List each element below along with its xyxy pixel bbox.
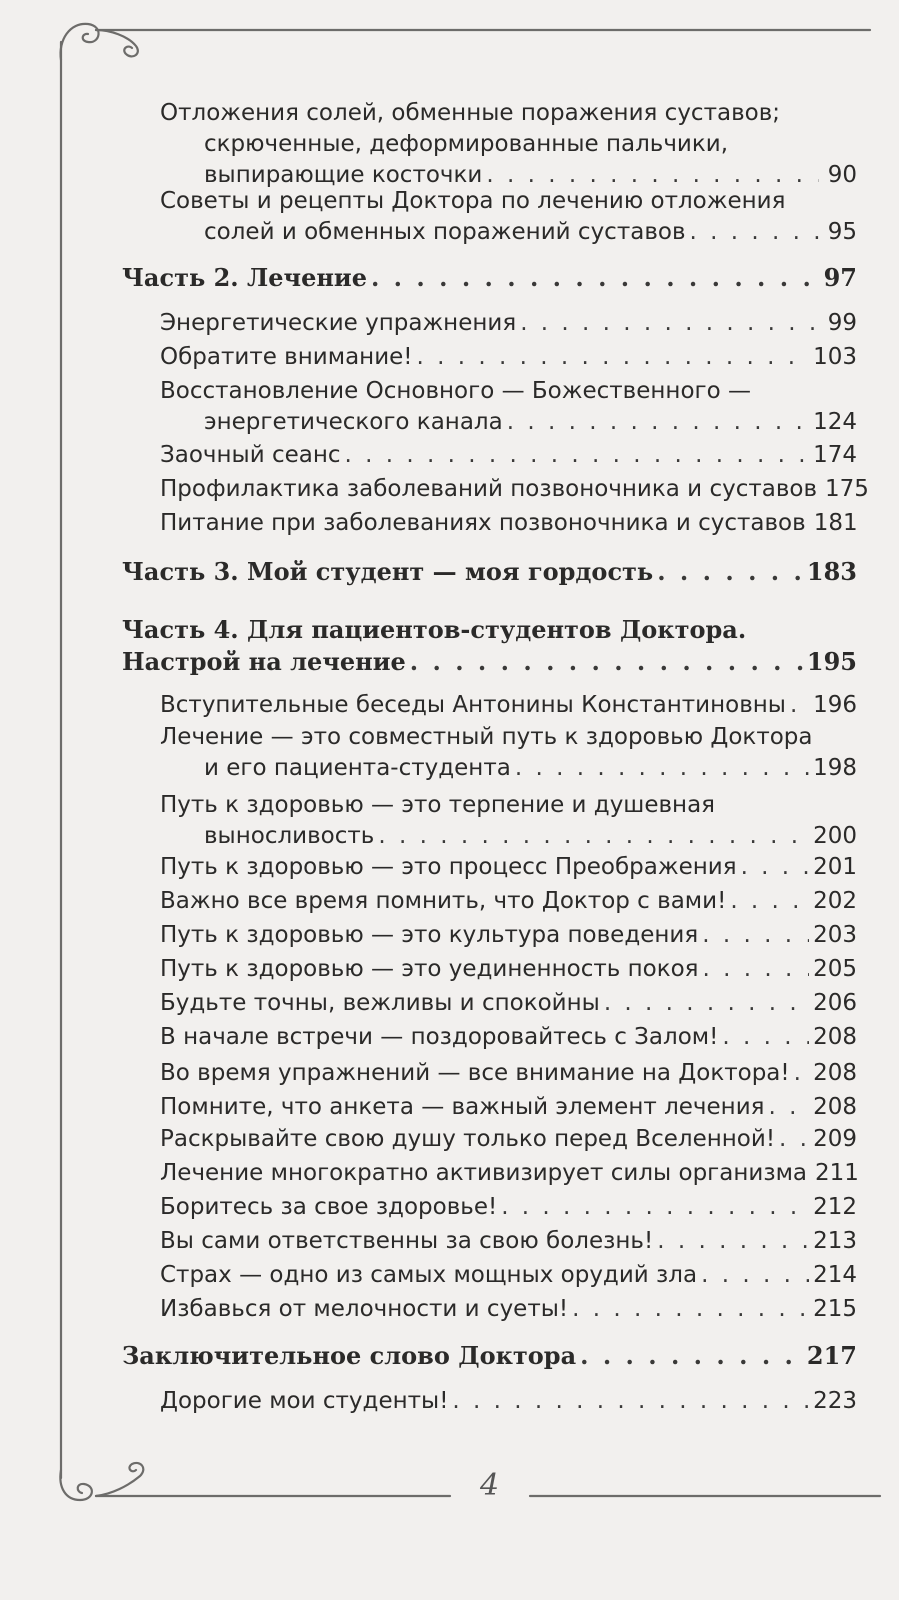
- toc-line: [160, 753, 857, 784]
- toc-page-number: 195: [806, 647, 857, 676]
- toc-page-number: 206: [813, 990, 857, 1016]
- dot-leader: [794, 1058, 809, 1089]
- toc-page-number: 200: [813, 823, 857, 849]
- dot-leader: [345, 440, 810, 471]
- toc-line: [160, 342, 857, 373]
- toc-title: выносливость: [204, 823, 375, 849]
- toc-title: Избавься от мелочности и суеты!: [160, 1296, 569, 1322]
- page-number: 4: [480, 1468, 500, 1503]
- toc-entry: [160, 690, 857, 721]
- toc-page-number: 196: [813, 692, 857, 718]
- toc-page-number: 181: [813, 510, 858, 536]
- toc-page-number: 97: [823, 263, 857, 292]
- toc-entry: [160, 852, 857, 883]
- toc-title: Часть 4. Для пациентов-студентов Доктора.: [122, 615, 747, 644]
- toc-entry: [160, 508, 857, 539]
- toc-entry: [160, 1158, 857, 1189]
- dot-leader: [452, 1386, 809, 1417]
- toc-title: солей и обменных поражений суставов: [204, 219, 686, 245]
- toc-title: Боритесь за свое здоровье!: [160, 1194, 498, 1220]
- dot-leader: [769, 1092, 810, 1123]
- toc-page-number: 90: [827, 162, 857, 188]
- toc-line: [160, 217, 857, 248]
- toc-page-number: 215: [813, 1296, 857, 1322]
- toc-title: Лечение многократно активизирует силы организма: [160, 1160, 808, 1186]
- dot-leader: [507, 407, 809, 438]
- toc-line: [160, 98, 857, 129]
- toc-entry: [160, 886, 857, 917]
- toc-line: [160, 1294, 857, 1325]
- toc-title: Восстановление Основного — Божественного —: [160, 378, 751, 404]
- toc-entry: [160, 790, 857, 852]
- toc-page-number: 214: [813, 1262, 857, 1288]
- toc-title: Важно все время помнить, что Доктор с вами!: [160, 888, 727, 914]
- dot-leader: [790, 690, 809, 721]
- toc-title: Раскрывайте свою душу только перед Вселенной!: [160, 1126, 776, 1152]
- toc-entry: [160, 308, 857, 339]
- toc-title: Энергетические упражнения: [160, 310, 517, 336]
- toc-page-number: 198: [813, 755, 857, 781]
- toc-line: [160, 308, 857, 339]
- toc-line: [122, 646, 857, 678]
- toc-line: [160, 1386, 857, 1417]
- toc-line: [160, 852, 857, 883]
- toc-line: [160, 1260, 857, 1291]
- toc-entry: [160, 1092, 857, 1123]
- toc-entry: [160, 1124, 857, 1155]
- toc-title: энергетического канала: [204, 409, 503, 435]
- toc-page-number: 174: [813, 442, 857, 468]
- toc-title: Помните, что анкета — важный элемент лечения: [160, 1094, 765, 1120]
- toc-line: [160, 376, 857, 407]
- dot-leader: [378, 821, 809, 852]
- toc-title: выпирающие косточки: [204, 162, 483, 188]
- toc-title: Обратите внимание!: [160, 344, 413, 370]
- toc-line: [160, 690, 857, 721]
- toc-title: и его пациента-студента: [204, 755, 511, 781]
- toc-line: [160, 821, 857, 852]
- dot-leader: [657, 1226, 809, 1257]
- toc-line: [122, 262, 857, 294]
- dot-leader: [572, 1294, 809, 1325]
- toc-title: Вы сами ответственны за свою болезнь!: [160, 1228, 654, 1254]
- toc-page-number: 217: [806, 1341, 857, 1370]
- toc-line: [160, 886, 857, 917]
- toc-part-heading: [122, 614, 857, 678]
- dot-leader: [722, 1022, 809, 1053]
- toc-line: [160, 1058, 857, 1089]
- toc-line: [160, 440, 857, 471]
- dot-leader: [604, 988, 809, 1019]
- toc-title: Вступительные беседы Антонины Константиновны: [160, 692, 786, 718]
- toc-line: [122, 556, 857, 588]
- toc-entry: [160, 474, 869, 505]
- dot-leader: [741, 852, 810, 883]
- toc-entry: [160, 1058, 857, 1089]
- dot-leader: [410, 646, 803, 678]
- toc-line: [160, 1158, 857, 1189]
- toc-part-heading: [122, 262, 857, 294]
- toc-line: [160, 1092, 857, 1123]
- dot-leader: [690, 217, 820, 248]
- toc-page-number: 202: [813, 888, 857, 914]
- toc-line: [160, 508, 857, 539]
- dot-leader: [515, 753, 809, 784]
- dot-leader: [702, 920, 809, 951]
- toc-entry: [160, 920, 857, 951]
- toc-page-number: 223: [813, 1388, 857, 1414]
- toc-title: Страх — одно из самых мощных орудий зла: [160, 1262, 698, 1288]
- toc-line: [160, 129, 857, 160]
- toc-title: Советы и рецепты Доктора по лечению отложения: [160, 188, 786, 214]
- toc-line: [160, 186, 857, 217]
- dot-leader: [520, 308, 819, 339]
- toc-page-number: 209: [813, 1126, 857, 1152]
- toc-title: Настрой на лечение: [122, 647, 406, 676]
- toc-page-number: 208: [813, 1024, 857, 1050]
- toc-title: Путь к здоровью — это культура поведения: [160, 922, 699, 948]
- toc-line: [160, 474, 869, 505]
- dot-leader: [730, 886, 809, 917]
- dot-leader: [701, 1260, 809, 1291]
- toc-title: Путь к здоровью — это терпение и душевная: [160, 792, 716, 818]
- toc-entry: [160, 342, 857, 373]
- toc-entry: [160, 98, 857, 191]
- toc-title: Путь к здоровью — это уединенность покоя: [160, 956, 699, 982]
- toc-page-number: 95: [827, 219, 857, 245]
- toc-entry: [160, 440, 857, 471]
- toc-title: Питание при заболеваниях позвоночника и суставов: [160, 510, 806, 536]
- toc-page-number: 201: [813, 854, 857, 880]
- toc-title: Путь к здоровью — это процесс Преображения: [160, 854, 737, 880]
- toc-line: [160, 407, 857, 438]
- toc-title: Лечение — это совместный путь к здоровью Доктора: [160, 724, 813, 750]
- toc-entry: [160, 1260, 857, 1291]
- toc-entry: [160, 376, 857, 438]
- dot-leader: [417, 342, 810, 373]
- toc-line: [160, 988, 857, 1019]
- toc-line: [160, 722, 857, 753]
- toc-title: Во время упражнений — все внимание на Доктора!: [160, 1060, 790, 1086]
- toc-title: Заочный сеанс: [160, 442, 341, 468]
- dot-leader: [371, 262, 819, 294]
- toc-page-number: 124: [813, 409, 857, 435]
- toc-page-number: 213: [813, 1228, 857, 1254]
- toc-page-number: 99: [827, 310, 857, 336]
- toc-page-number: 205: [813, 956, 857, 982]
- toc-title: Часть 2. Лечение: [122, 263, 367, 292]
- toc-line: [160, 920, 857, 951]
- toc-entry: [160, 722, 857, 784]
- toc-page-number: 175: [825, 476, 869, 502]
- toc-line: [160, 1124, 857, 1155]
- dot-leader: [703, 954, 810, 985]
- toc-page-number: 211: [815, 1160, 859, 1186]
- toc-line: [160, 1226, 857, 1257]
- toc-line: [160, 1022, 857, 1053]
- toc-page-number: 203: [813, 922, 857, 948]
- toc-title: Профилактика заболеваний позвоночника и суставов: [160, 476, 818, 502]
- toc-line: [122, 1340, 857, 1372]
- toc-entry: [160, 1192, 857, 1223]
- toc-page-number: 208: [813, 1060, 857, 1086]
- toc-line: [122, 614, 857, 646]
- toc-page-number: 183: [806, 557, 857, 586]
- toc-entry: [160, 1226, 857, 1257]
- toc-title: В начале встречи — поздоровайтесь с Залом!: [160, 1024, 719, 1050]
- toc-title: Будьте точны, вежливы и спокойны: [160, 990, 600, 1016]
- toc-page-number: 208: [813, 1094, 857, 1120]
- toc-part-heading: [122, 1340, 857, 1372]
- toc-part-heading: [122, 556, 857, 588]
- toc-entry: [160, 1022, 857, 1053]
- toc-title: Часть 3. Мой студент — моя гордость: [122, 557, 654, 586]
- dot-leader: [580, 1340, 803, 1372]
- toc-entry: [160, 954, 857, 985]
- toc-line: [160, 954, 857, 985]
- dot-leader: [779, 1124, 809, 1155]
- toc-page-number: 212: [813, 1194, 857, 1220]
- dot-leader: [501, 1192, 809, 1223]
- toc-title: скрюченные, деформированные пальчики,: [204, 131, 729, 157]
- toc-entry: [160, 988, 857, 1019]
- toc-entry: [160, 1294, 857, 1325]
- toc-page-number: 103: [813, 344, 857, 370]
- dot-leader: [657, 556, 803, 588]
- toc-title: Заключительное слово Доктора: [122, 1341, 577, 1370]
- toc-entry: [160, 1386, 857, 1417]
- toc-line: [160, 790, 857, 821]
- toc-title: Дорогие мои студенты!: [160, 1388, 449, 1414]
- toc-entry: [160, 186, 857, 248]
- toc-line: [160, 1192, 857, 1223]
- toc-title: Отложения солей, обменные поражения суставов;: [160, 100, 781, 126]
